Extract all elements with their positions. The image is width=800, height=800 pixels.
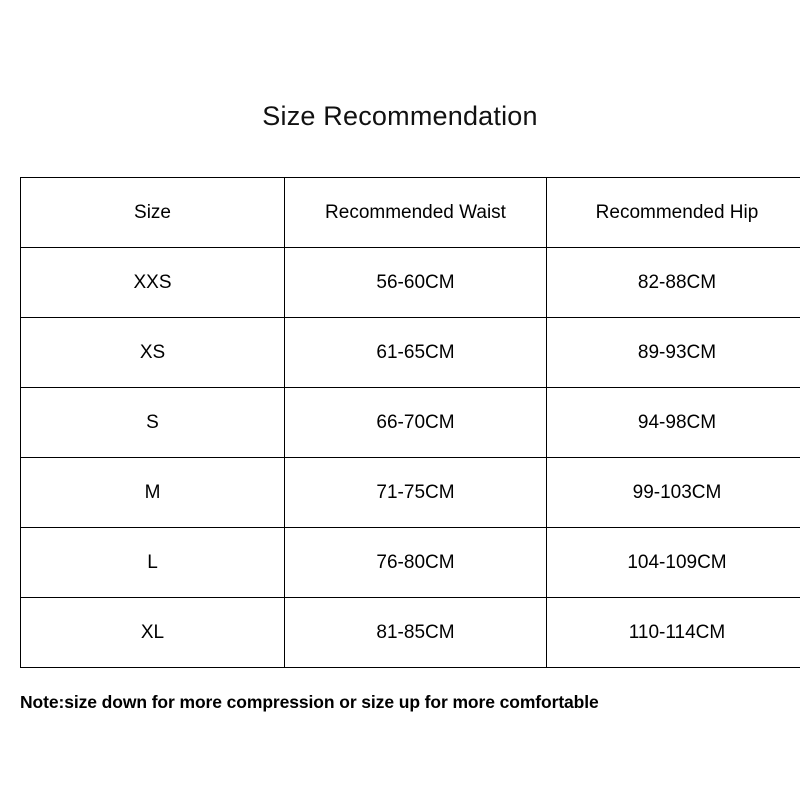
size-note: Note:size down for more compression or size up for more comfortable	[20, 692, 599, 712]
cell-size: XS	[21, 318, 285, 388]
cell-size: XXS	[21, 248, 285, 318]
cell-size: L	[21, 528, 285, 598]
column-header-hip: Recommended Hip	[547, 178, 800, 248]
cell-waist: 71-75CM	[285, 458, 547, 528]
table-row	[21, 458, 800, 528]
column-header-size: Size	[21, 178, 285, 248]
cell-size: M	[21, 458, 285, 528]
cell-waist: 61-65CM	[285, 318, 547, 388]
table-row	[21, 318, 800, 388]
cell-waist: 76-80CM	[285, 528, 547, 598]
cell-hip: 82-88CM	[547, 248, 800, 318]
table-header-row	[21, 178, 800, 248]
cell-hip: 94-98CM	[547, 388, 800, 458]
cell-hip: 104-109CM	[547, 528, 800, 598]
table-row	[21, 598, 800, 668]
cell-waist: 56-60CM	[285, 248, 547, 318]
cell-hip: 110-114CM	[547, 598, 800, 668]
cell-hip: 89-93CM	[547, 318, 800, 388]
cell-waist: 66-70CM	[285, 388, 547, 458]
cell-waist: 81-85CM	[285, 598, 547, 668]
cell-size: XL	[21, 598, 285, 668]
column-header-waist: Recommended Waist	[285, 178, 547, 248]
table-row	[21, 388, 800, 458]
page-title: Size Recommendation	[262, 101, 538, 131]
size-recommendation-table	[20, 177, 800, 668]
table-row	[21, 528, 800, 598]
cell-size: S	[21, 388, 285, 458]
cell-hip: 99-103CM	[547, 458, 800, 528]
table-row	[21, 248, 800, 318]
